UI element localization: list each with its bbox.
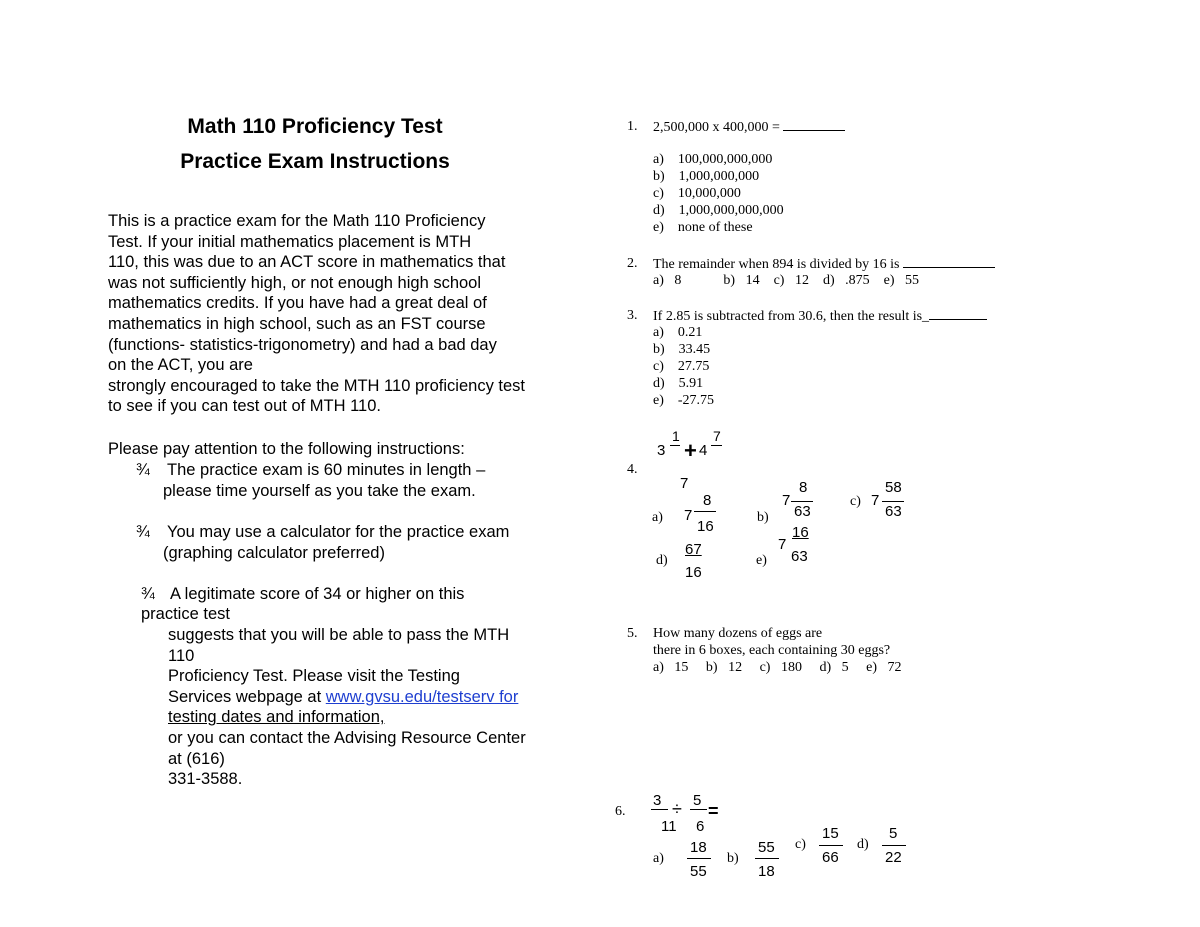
denominator: 55 — [690, 863, 707, 880]
numerator: 1 — [672, 428, 680, 444]
option-row: e) none of these — [653, 220, 753, 235]
denominator: 16 — [697, 518, 714, 535]
option-row: d) 1,000,000,000,000 — [653, 203, 784, 218]
testing-services-link[interactable]: www.gvsu.edu/testserv — [325, 687, 495, 706]
option-label: b) — [757, 510, 769, 525]
option-row: a) 0.21 — [653, 325, 703, 340]
question-5-line-2: there in 6 boxes, each containing 30 eggs? — [653, 643, 891, 658]
whole-number: 7 — [684, 507, 693, 524]
intro-line: was not sufficiently high, or not enough high school — [108, 273, 482, 292]
answer-blank — [783, 118, 845, 131]
page-subtitle: Practice Exam Instructions — [180, 150, 450, 173]
question-6-number: 6. — [615, 804, 626, 819]
denominator: 16 — [685, 564, 702, 581]
bullet-2-line-1: You may use a calculator for the practice exam — [167, 523, 510, 541]
numerator: 55 — [758, 839, 775, 856]
bullet-icon: ¾ — [136, 523, 150, 541]
question-3-options — [653, 324, 714, 409]
numerator: 5 — [693, 792, 702, 809]
whole-number: 3 — [657, 442, 666, 459]
question-4-number: 4. — [627, 462, 638, 477]
services-text: Services webpage at — [168, 687, 326, 706]
numerator: 5 — [889, 825, 898, 842]
question-1-options — [653, 151, 784, 236]
intro-line: This is a practice exam for the Math 110 Proficiency — [108, 212, 486, 230]
denominator: 11 — [661, 818, 677, 835]
bullet-3-text: at (616) — [168, 749, 225, 768]
option-label: b) — [727, 851, 739, 866]
option-label: d) — [656, 553, 668, 568]
intro-line: mathematics credits. If you have had a great deal of — [108, 294, 487, 313]
question-1-text — [653, 118, 845, 136]
question-2-text — [653, 255, 995, 273]
bullet-3-text: suggests that you will be able to pass the MTH — [168, 626, 510, 644]
numerator: 8 — [703, 492, 712, 509]
option-label: a) — [652, 510, 663, 525]
numerator: 3 — [653, 792, 662, 809]
testing-dates-text: testing dates and information, — [168, 708, 385, 727]
fraction-bar — [819, 845, 843, 846]
denominator: 63 — [885, 503, 902, 520]
fraction-bar — [882, 845, 906, 846]
answer-blank — [903, 255, 995, 268]
bullet-3-text: 331-3588. — [168, 770, 243, 789]
question-5-line-1: How many dozens of eggs are — [653, 626, 823, 641]
numerator: 7 — [713, 428, 721, 444]
fraction-bar — [651, 809, 668, 810]
option-row: d) 5.91 — [653, 376, 704, 391]
numerator: 16 — [792, 524, 809, 541]
whole-number: 7 — [782, 492, 791, 509]
option-row: a) 100,000,000,000 — [653, 152, 773, 167]
option-label: a) — [653, 851, 664, 866]
fraction-bar — [882, 501, 904, 502]
intro-line: Test. If your initial mathematics placement is MTH — [108, 232, 472, 251]
question-3-prompt: If 2.85 is subtracted from 30.6, then the result is_ — [653, 309, 930, 324]
question-3-number: 3. — [627, 308, 638, 323]
bullet-3-body — [168, 625, 526, 790]
question-1-number: 1. — [627, 119, 638, 134]
bullet-icon: ¾ — [141, 585, 155, 603]
question-3-text — [653, 307, 987, 325]
option-row: b) 33.45 — [653, 342, 711, 357]
instructions-heading: Please pay attention to the following instructions: — [108, 440, 465, 458]
bullet-3-text: Proficiency Test. Please visit the Testing — [168, 667, 460, 686]
bullet-icon: ¾ — [136, 461, 150, 479]
intro-line: on the ACT, you are — [108, 356, 253, 375]
denominator: 63 — [791, 548, 808, 565]
question-5-options: a) 15 b) 12 c) 180 d) 5 e) 72 — [653, 660, 902, 675]
fraction-bar — [694, 511, 716, 512]
whole-number: 4 — [699, 442, 708, 459]
option-label: c) — [850, 494, 861, 509]
option-label: d) — [857, 837, 869, 852]
whole-number: 7 — [778, 536, 787, 553]
option-label: e) — [756, 553, 767, 568]
whole-number: 7 — [871, 492, 880, 509]
fraction-bar — [687, 858, 711, 859]
question-2-number: 2. — [627, 256, 638, 271]
numerator: 67 — [685, 541, 702, 558]
numerator: 18 — [690, 839, 707, 856]
intro-line: 110, this was due to an ACT score in mathematics that — [108, 253, 506, 272]
question-2-options: a) 8 b) 14 c) 12 d) .875 e) 55 — [653, 273, 920, 288]
bullet-3-line-2: practice test — [141, 605, 230, 623]
option-label: c) — [795, 837, 806, 852]
denominator: 6 — [696, 818, 705, 835]
question-5-number: 5. — [627, 626, 638, 641]
intro-line: strongly encouraged to take the MTH 110 proficiency test — [108, 376, 525, 395]
denominator: 18 — [758, 863, 775, 880]
bullet-1-line-1: The practice exam is 60 minutes in length – — [167, 461, 486, 479]
fraction-bar — [791, 501, 813, 502]
fraction-bar — [711, 445, 722, 446]
intro-line: mathematics in high school, such as an FST course — [108, 314, 486, 333]
denominator: 7 — [680, 475, 689, 492]
link-trailing-text: for — [494, 687, 519, 706]
option-row: e) -27.75 — [653, 393, 715, 408]
answer-blank — [929, 307, 987, 320]
fraction-bar — [755, 858, 779, 859]
question-2-prompt: The remainder when 894 is divided by 16 is — [653, 257, 904, 272]
numerator: 15 — [822, 825, 839, 842]
intro-line: to see if you can test out of MTH 110. — [108, 397, 381, 416]
bullet-3-text: or you can contact the Advising Resource Center — [168, 728, 526, 747]
divide-operator: ÷ — [672, 799, 682, 819]
bullet-3-line-1: A legitimate score of 34 or higher on this — [170, 585, 465, 603]
numerator: 58 — [885, 479, 902, 496]
option-row: c) 10,000,000 — [653, 186, 741, 201]
bullet-1-line-2: please time yourself as you take the exam. — [163, 482, 476, 500]
bullet-3-text: 110 — [168, 646, 195, 665]
denominator: 63 — [794, 503, 811, 520]
bullet-3-services-line — [168, 687, 526, 708]
denominator: 22 — [885, 849, 902, 866]
fraction-bar — [670, 445, 680, 446]
bullet-2-line-2: (graphing calculator preferred) — [163, 544, 385, 562]
intro-line: (functions- statistics-trigonometry) and had a bad day — [108, 335, 497, 354]
equals-sign: = — [708, 801, 719, 821]
plus-operator: + — [684, 438, 697, 463]
fraction-bar — [690, 809, 707, 810]
denominator: 66 — [822, 849, 839, 866]
page-title: Math 110 Proficiency Test — [187, 115, 443, 138]
option-row: b) 1,000,000,000 — [653, 169, 760, 184]
numerator: 8 — [799, 479, 808, 496]
question-1-prompt: 2,500,000 x 400,000 = — [653, 120, 784, 135]
intro-paragraph — [108, 211, 525, 417]
option-row: c) 27.75 — [653, 359, 710, 374]
